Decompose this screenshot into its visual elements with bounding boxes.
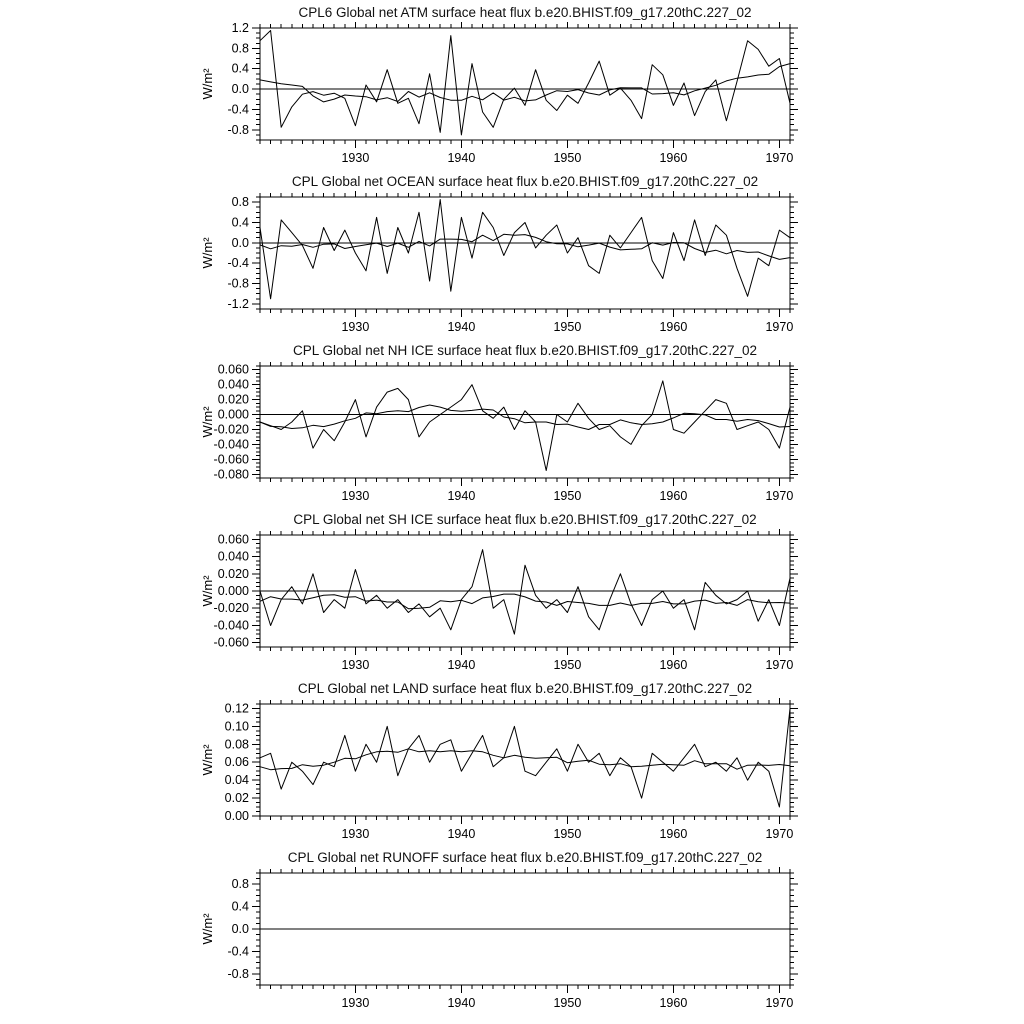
y-tick-label: 0.8 [231,877,249,892]
annual-mean-series [260,31,790,135]
runoff-heat-flux-chart [0,867,1024,1017]
y-tick-label: -0.060 [213,452,249,467]
y-tick-label: 0.06 [224,755,249,770]
y-tick-label: -0.8 [227,122,249,137]
nh-ice-heat-flux-chart [0,360,1024,510]
panel-runoff [0,849,1024,1018]
x-tick-label: 1960 [659,658,688,672]
y-tick-label: 0.040 [217,377,249,392]
x-tick-label: 1970 [765,151,794,165]
y-tick-label: -0.4 [227,256,249,271]
x-tick-label: 1930 [341,827,370,841]
x-tick-label: 1960 [659,489,688,503]
annual-mean-series [260,381,790,471]
y-tick-label: -0.080 [213,467,249,482]
land-heat-flux-chart [0,698,1024,848]
panel-ocean [0,173,1024,342]
running-mean-series [260,594,790,609]
x-tick-label: 1960 [659,996,688,1010]
x-tick-label: 1960 [659,827,688,841]
y-tick-label: 0.12 [224,701,249,716]
x-tick-label: 1970 [765,827,794,841]
plot-frame [260,28,790,140]
y-axis-label: W/m² [200,913,215,945]
panel-land [0,680,1024,849]
axes [252,698,798,824]
axes [252,191,798,317]
chart-title-runoff: CPL Global net RUNOFF surface heat flux b.e20.BHIST.f09_g17.20thC.227_02 [287,850,763,865]
x-tick-label: 1930 [341,658,370,672]
y-tick-label: 0.00 [224,809,249,823]
y-tick-label: 0.4 [231,61,249,76]
ocean-heat-flux-chart [0,191,1024,341]
y-tick-label: -0.8 [227,276,249,291]
x-tick-label: 1960 [659,151,688,165]
y-tick-label: -0.020 [213,422,249,437]
x-tick-label: 1940 [447,320,476,334]
x-tick-label: 1970 [765,996,794,1010]
x-tick-label: 1950 [553,151,582,165]
y-tick-label: -0.8 [227,966,249,981]
panel-nh-ice [0,342,1024,511]
y-tick-label: 0.08 [224,737,249,752]
y-tick-label: 0.0 [231,922,249,936]
sh-ice-heat-flux-chart [0,529,1024,679]
y-axis-label: W/m² [200,575,215,607]
x-tick-label: 1930 [341,489,370,503]
x-tick-label: 1960 [659,320,688,334]
x-tick-label: 1950 [553,320,582,334]
y-tick-label: 0.060 [217,532,249,547]
x-tick-label: 1970 [765,489,794,503]
x-tick-label: 1950 [553,658,582,672]
x-tick-label: 1940 [447,489,476,503]
running-mean-series [260,405,790,430]
y-tick-label: 0.02 [224,791,249,806]
y-tick-label: 0.020 [217,566,249,581]
y-axis-label: W/m² [200,237,215,269]
x-tick-label: 1950 [553,996,582,1010]
chart-title-ocean: CPL Global net OCEAN surface heat flux b.e20.BHIST.f09_g17.20thC.227_02 [291,174,759,189]
y-tick-label: 1.2 [231,22,249,35]
x-tick-label: 1930 [341,320,370,334]
axes [252,529,798,655]
y-tick-label: 0.10 [224,719,249,734]
x-tick-label: 1930 [341,996,370,1010]
chart-title-atm: CPL6 Global net ATM surface heat flux b.e20.BHIST.f09_g17.20thC.227_02 [298,5,752,20]
x-tick-label: 1940 [447,996,476,1010]
y-tick-label: 0.000 [217,407,249,422]
x-tick-label: 1930 [341,151,370,165]
y-tick-label: 0.8 [231,195,249,210]
y-tick-label: 0.060 [217,362,249,377]
panel-atm [0,4,1024,173]
x-tick-label: 1970 [765,320,794,334]
y-tick-label: 0.4 [231,899,249,914]
y-tick-label: -0.040 [213,618,249,633]
y-axis-label: W/m² [200,744,215,776]
y-tick-label: 0.04 [224,773,249,788]
y-tick-label: 0.020 [217,392,249,407]
y-tick-label: 0.0 [231,82,249,97]
axes [252,867,798,993]
y-tick-label: -0.4 [227,102,249,117]
annual-mean-series [260,550,790,635]
y-tick-label: 0.000 [217,584,249,598]
plot-frame [260,197,790,309]
x-tick-label: 1950 [553,827,582,841]
atm-heat-flux-chart [0,22,1024,172]
x-tick-label: 1940 [447,658,476,672]
y-tick-label: -0.040 [213,437,249,452]
annual-mean-series [260,200,790,299]
y-tick-label: -1.2 [227,296,249,311]
x-tick-label: 1970 [765,658,794,672]
y-axis-label: W/m² [200,68,215,100]
y-axis-label: W/m² [200,406,215,438]
y-tick-label: -0.4 [227,944,249,959]
x-tick-label: 1940 [447,827,476,841]
chart-title-sh-ice: CPL Global net SH ICE surface heat flux b.e20.BHIST.f09_g17.20thC.227_02 [293,512,757,527]
y-tick-label: -0.020 [213,601,249,616]
chart-title-land: CPL Global net LAND surface heat flux b.e20.BHIST.f09_g17.20thC.227_02 [297,681,753,696]
y-tick-label: 0.8 [231,41,249,56]
chart-title-nh-ice: CPL Global net NH ICE surface heat flux b.e20.BHIST.f09_g17.20thC.227_02 [292,343,758,358]
panel-sh-ice [0,511,1024,680]
y-tick-label: 0.040 [217,549,249,564]
y-tick-label: 0.4 [231,215,249,230]
running-mean-series [260,234,790,259]
x-tick-label: 1940 [447,151,476,165]
y-tick-label: 0.0 [231,235,249,250]
x-tick-label: 1950 [553,489,582,503]
y-tick-label: -0.060 [213,635,249,650]
